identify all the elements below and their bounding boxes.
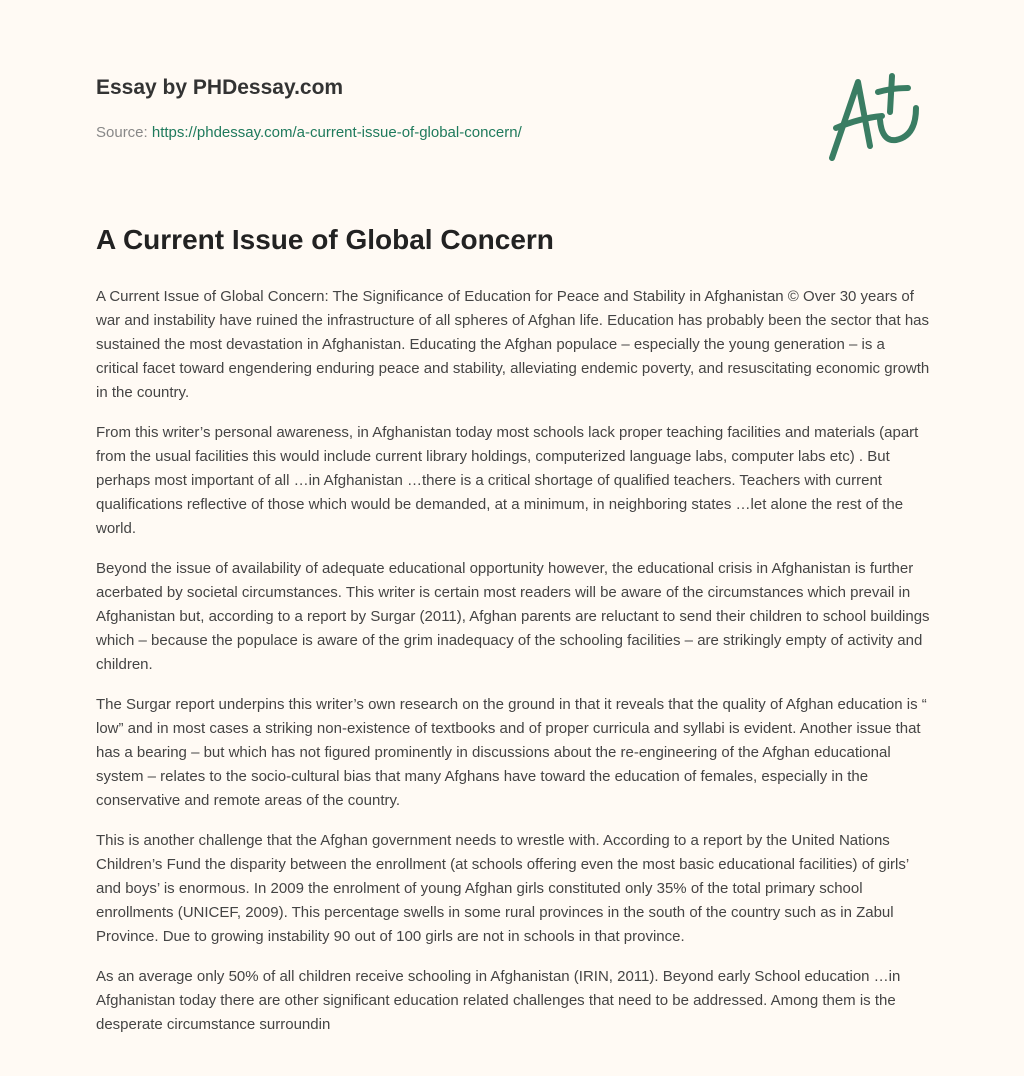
paragraph: Beyond the issue of availability of adequate educational opportunity however, the educational crisis in Afghanistan is further acerbated by societal circumstances. This writer is certain most readers will be aware of the circumstances which prevail in Afghanistan but, according to a report by Surgar (2011), Afghan parents are reluctant to send their children to school buildings which – because the populace is aware of the grim inadequacy of the schooling facilities – are strikingly empty of activity and children. <box>96 560 930 673</box>
paragraph: The Surgar report underpins this writer’s own research on the ground in that it reveals that the quality of Afghan education is “ low” and in most cases a striking non-existence of textbooks and of proper curricula and syllabi is evident. Another issue that has a bearing – but which has not figured prominently in discussions about the re-engineering of the Afghan educational system – relates to the socio-cultural bias that many Afghans have toward the education of females, especially in the conservative and remote areas of the country. <box>96 696 927 809</box>
a-plus-logo-icon <box>820 66 930 166</box>
article-body <box>96 285 930 1053</box>
site-brand: Essay by PHDessay.com <box>96 76 344 99</box>
source-link[interactable]: https://phdessay.com/a-current-issue-of-global-concern/ <box>151 124 522 141</box>
paragraph: This is another challenge that the Afghan government needs to wrestle with. According to a report by the United Nations Children’s Fund the disparity between the enrollment (at schools offering even the most basic educational facilities) of girls’ and boys’ is enormous. In 2009 the enrolment of young Afghan girls constituted only 35% of the total primary school enrollments (UNICEF, 2009). This percentage swells in some rural provinces in the south of the country such as in Zabul Province. Due to growing instability 90 out of 100 girls are not in schools in that province. <box>96 832 909 945</box>
paragraph: As an average only 50% of all children receive schooling in Afghanistan (IRIN, 2011). Beyond early School education …in Afghanistan today there are other significant education related challenges that need to be addressed. Among them is the desperate circumstance surroundin <box>96 968 901 1033</box>
source-label: Source: <box>96 124 148 141</box>
source-line <box>96 124 522 141</box>
article-title: A Current Issue of Global Concern <box>96 224 554 255</box>
paragraph: From this writer’s personal awareness, in Afghanistan today most schools lack proper teaching facilities and materials (apart from the usual facilities this would include current library holdings, computerized language labs, computer labs etc) . But perhaps most important of all …in Afghanistan …there is a critical shortage of qualified teachers. Teachers with current qualifications reflective of those which would be demanded, at a minimum, in neighboring states …let alone the rest of the world. <box>96 424 919 537</box>
paragraph: A Current Issue of Global Concern: The Significance of Education for Peace and Stability in Afghanistan © Over 30 years of war and instability have ruined the infrastructure of all spheres of Afghan life. Education has probably been the sector that has sustained the most devastation in Afghanistan. Educating the Afghan populace – especially the young generation – is a critical facet toward engendering enduring peace and stability, alleviating endemic poverty, and resuscitating economic growth in the country. <box>96 288 930 401</box>
